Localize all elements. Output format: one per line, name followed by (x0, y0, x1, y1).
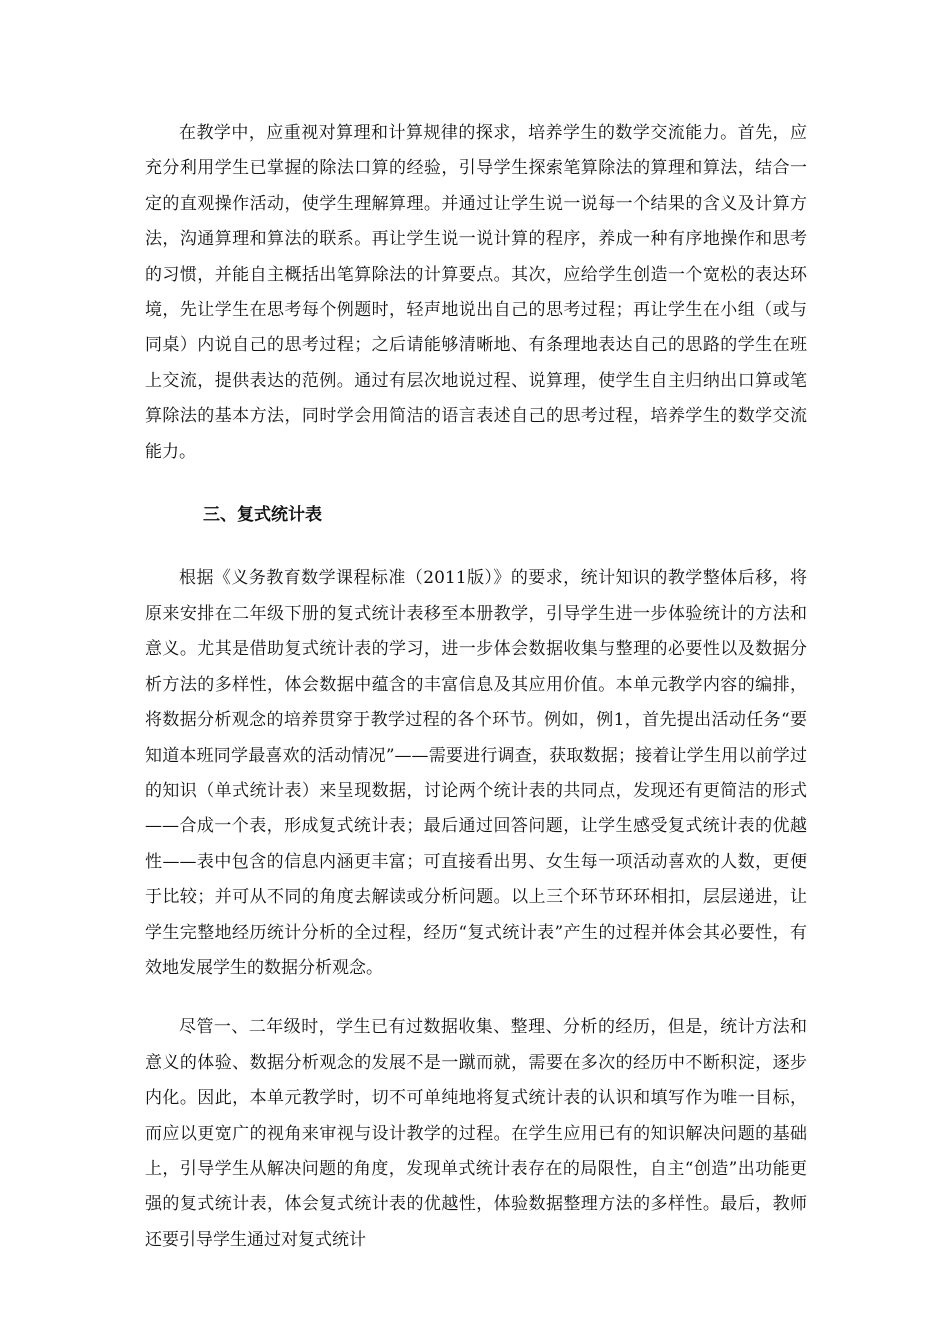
document-page (145, 116, 807, 1258)
section-heading: 三、复式统计表 (203, 505, 322, 526)
paragraph-calculation-teaching: 在教学中，应重视对算理和计算规律的探求，培养学生的数学交流能力。首先，应充分利用学生已掌握的除法口算的经验，引导学生探索笔算除法的算理和算法，结合一定的直观操作活动，使学生理解算理。并通过让学生说一说每一个结果的含义及计算方法，沟通算理和算法的联系。再让学生说一说计算的程序，养成一种有序地操作和思考的习惯，并能自主概括出笔算除法的计算要点。其次，应给学生创造一个宽松的表达环境，先让学生在思考每个例题时，轻声地说出自己的思考过程；再让学生在小组（或与同桌）内说自己的思考过程；之后请能够清晰地、有条理地表达自己的思路的学生在班上交流，提供表达的范例。通过有层次地说过程、说算理，使学生自主归纳出口算或笔算除法的基本方法，同时学会用简洁的语言表述自己的思考过程，培养学生的数学交流能力。 (145, 123, 807, 462)
paragraph-compound-table-intro: 根据《义务教育数学课程标准（2011版）》的要求，统计知识的教学整体后移，将原来安排在二年级下册的复式统计表移至本册教学，引导学生进一步体验统计的方法和意义。尤其是借助复式统计表的学习，进一步体会数据收集与整理的必要性以及数据分析方法的多样性，体会数据中蕴含的丰富信息及其应用价值。本单元教学内容的编排，将数据分析观念的培养贯穿于教学过程的各个环节。例如，例1，首先提出活动任务“要知道本班同学最喜欢的活动情况”——需要进行调查，获取数据；接着让学生用以前学过的知识（单式统计表）来呈现数据，讨论两个统计表的共同点，发现还有更简洁的形式——合成一个表，形成复式统计表；最后通过回答问题，让学生感受复式统计表的优越性——表中包含的信息内涵更丰富；可直接看出男、女生每一项活动喜欢的人数，更便于比较；并可从不同的角度去解读或分析问题。以上三个环节环环相扣，层层递进，让学生完整地经历统计分析的全过程，经历“复式统计表”产生的过程并体会其必要性，有效地发展学生的数据分析观念。 (145, 568, 807, 978)
paragraph-compound-table-teaching: 尽管一、二年级时，学生已有过数据收集、整理、分析的经历，但是，统计方法和意义的体验、数据分析观念的发展不是一蹴而就，需要在多次的经历中不断积淀，逐步内化。因此，本单元教学时，切不可单纯地将复式统计表的认识和填写作为唯一目标，而应以更宽广的视角来审视与设计教学的过程。在学生应用已有的知识解决问题的基础上，引导学生从解决问题的角度，发现单式统计表存在的局限性，自主“创造”出功能更强的复式统计表，体会复式统计表的优越性，体验数据整理方法的多样性。最后，教师还要引导学生通过对复式统计 (145, 1017, 807, 1250)
